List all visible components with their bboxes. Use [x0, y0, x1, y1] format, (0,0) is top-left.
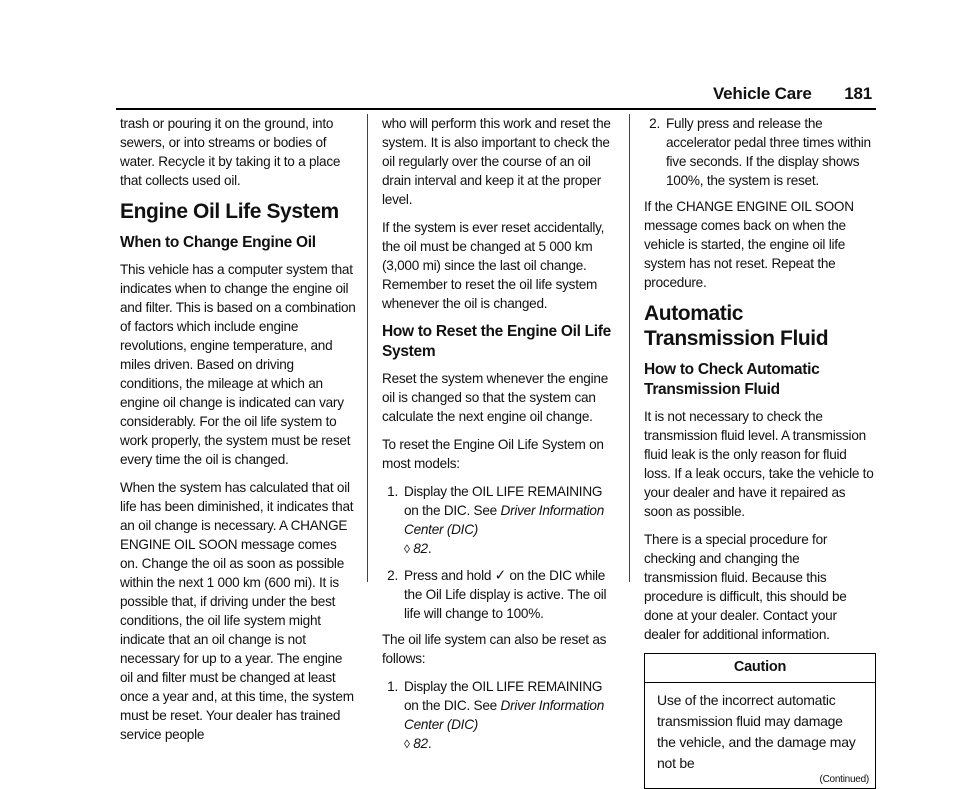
- column-divider-1: [367, 114, 368, 582]
- list-item: 1. Display the OIL LIFE REMAINING on the DIC. See Driver Information Center (DIC) ◊ 82.: [382, 677, 618, 754]
- list-text: Press and hold: [404, 568, 492, 583]
- paragraph-reset-2: To reset the Engine Oil Life System on most models:: [382, 437, 604, 471]
- paragraph-check-1: It is not necessary to check the transmission fluid level. A transmission fluid leak is the only reason for fluid loss. If a leak occurs, take the vehicle to your dealer and have it repaired as soon as possible.: [644, 409, 874, 519]
- column-2: [382, 114, 618, 761]
- page-header: [713, 84, 872, 108]
- list-number: 1.: [387, 484, 398, 499]
- list-text: on the DIC while the Oil Life display is active. The oil life will change to 100%.: [404, 568, 607, 621]
- caution-title: Caution: [645, 654, 875, 683]
- heading-how-to-reset: How to Reset the Engine Oil Life System: [382, 323, 611, 360]
- caution-box: [644, 653, 876, 789]
- paragraph-also-reset: The oil life system can also be reset as follows:: [382, 632, 607, 666]
- list-number: 2.: [387, 568, 398, 583]
- list-number: 1.: [387, 679, 398, 694]
- list-number: 2.: [649, 116, 660, 131]
- page-number: 181: [844, 84, 872, 103]
- paragraph-dealer-continued: who will perform this work and reset the system. It is also important to check the oil regularly over the course of an oil drain interval and keep it at the proper level.: [382, 116, 611, 207]
- page-reference-icon: ◊: [404, 542, 410, 556]
- heading-engine-oil-life-system: Engine Oil Life System: [120, 200, 339, 223]
- column-1: [120, 114, 356, 753]
- list-text: Display the OIL LIFE REMAINING on the DIC. See: [404, 679, 603, 713]
- caution-body: Use of the incorrect automatic transmission fluid may damage the vehicle, and the damage may not be: [657, 692, 856, 771]
- page-reference-link[interactable]: 82: [413, 541, 428, 556]
- checkmark-icon: ✓: [494, 566, 506, 584]
- column-divider-2: [629, 114, 630, 582]
- list-item: 1. Display the OIL LIFE REMAINING on the DIC. See Driver Information Center (DIC) ◊ 82.: [382, 482, 618, 559]
- page-reference-icon: ◊: [404, 737, 410, 751]
- list-text: Fully press and release the accelerator pedal three times within five seconds. If the display shows 100%, the system is reset.: [666, 116, 871, 188]
- list-item: [644, 114, 876, 190]
- paragraph-when-2: When the system has calculated that oil life has been diminished, it indicates that an oil change is necessary. A CHANGE ENGINE OIL SOON message comes on. Change the oil as soon as possible within the next 1 000 km (600 mi). It is possible that, if driving under the best conditions, the oil life system might indicate that an oil change is not necessary for up to a year. The engine oil and filter must be changed at least once a year and, at this time, the system must be reset. Your dealer has trained service people: [120, 480, 354, 742]
- header-rule: [116, 108, 876, 110]
- paragraph-reset-1: Reset the system whenever the engine oil is changed so that the system can calculate the next engine oil change.: [382, 371, 609, 424]
- dic-cross-reference-link[interactable]: Driver Information Center (DIC): [404, 698, 605, 732]
- list-text: Display the OIL LIFE REMAINING on the DIC. See: [404, 484, 603, 518]
- dic-cross-reference-link[interactable]: Driver Information Center (DIC): [404, 503, 605, 537]
- list-item: [382, 566, 618, 623]
- paragraph-check-2: There is a special procedure for checking and changing the transmission fluid. Because this procedure is difficult, this should be done at your dealer. Contact your dealer for additional information.: [644, 532, 847, 642]
- paragraph-reset-accidentally: If the system is ever reset accidentally, the oil must be changed at 5 000 km (3,000 mi) since the last oil change. Remember to reset the oil life system whenever the oil is changed.: [382, 220, 605, 311]
- heading-automatic-transmission-fluid: Automatic Transmission Fluid: [644, 302, 829, 350]
- column-3: [644, 114, 876, 789]
- section-title: Vehicle Care: [712, 84, 812, 103]
- continued-label: (Continued): [819, 774, 869, 785]
- heading-when-to-change: When to Change Engine Oil: [120, 234, 316, 251]
- page-reference-link[interactable]: 82: [413, 736, 428, 751]
- paragraph-when-1: This vehicle has a computer system that indicates when to change the engine oil and filter. This is based on a combination of factors which include engine revolutions, engine temperature, and miles driven. Based on driving conditions, the mileage at which an engine oil change is indicated can vary considerably. For the oil life system to work properly, the system must be reset every time the oil is changed.: [120, 262, 356, 467]
- paragraph-used-oil: trash or pouring it on the ground, into sewers, or into streams or bodies of water. Recycle it by taking it to a place that collects used oil.: [120, 116, 341, 188]
- paragraph-message-again: If the CHANGE ENGINE OIL SOON message comes back on when the vehicle is started, the engine oil life system has not reset. Repeat the procedure.: [644, 199, 854, 290]
- heading-how-to-check: How to Check Automatic Transmission Fluid: [644, 361, 820, 398]
